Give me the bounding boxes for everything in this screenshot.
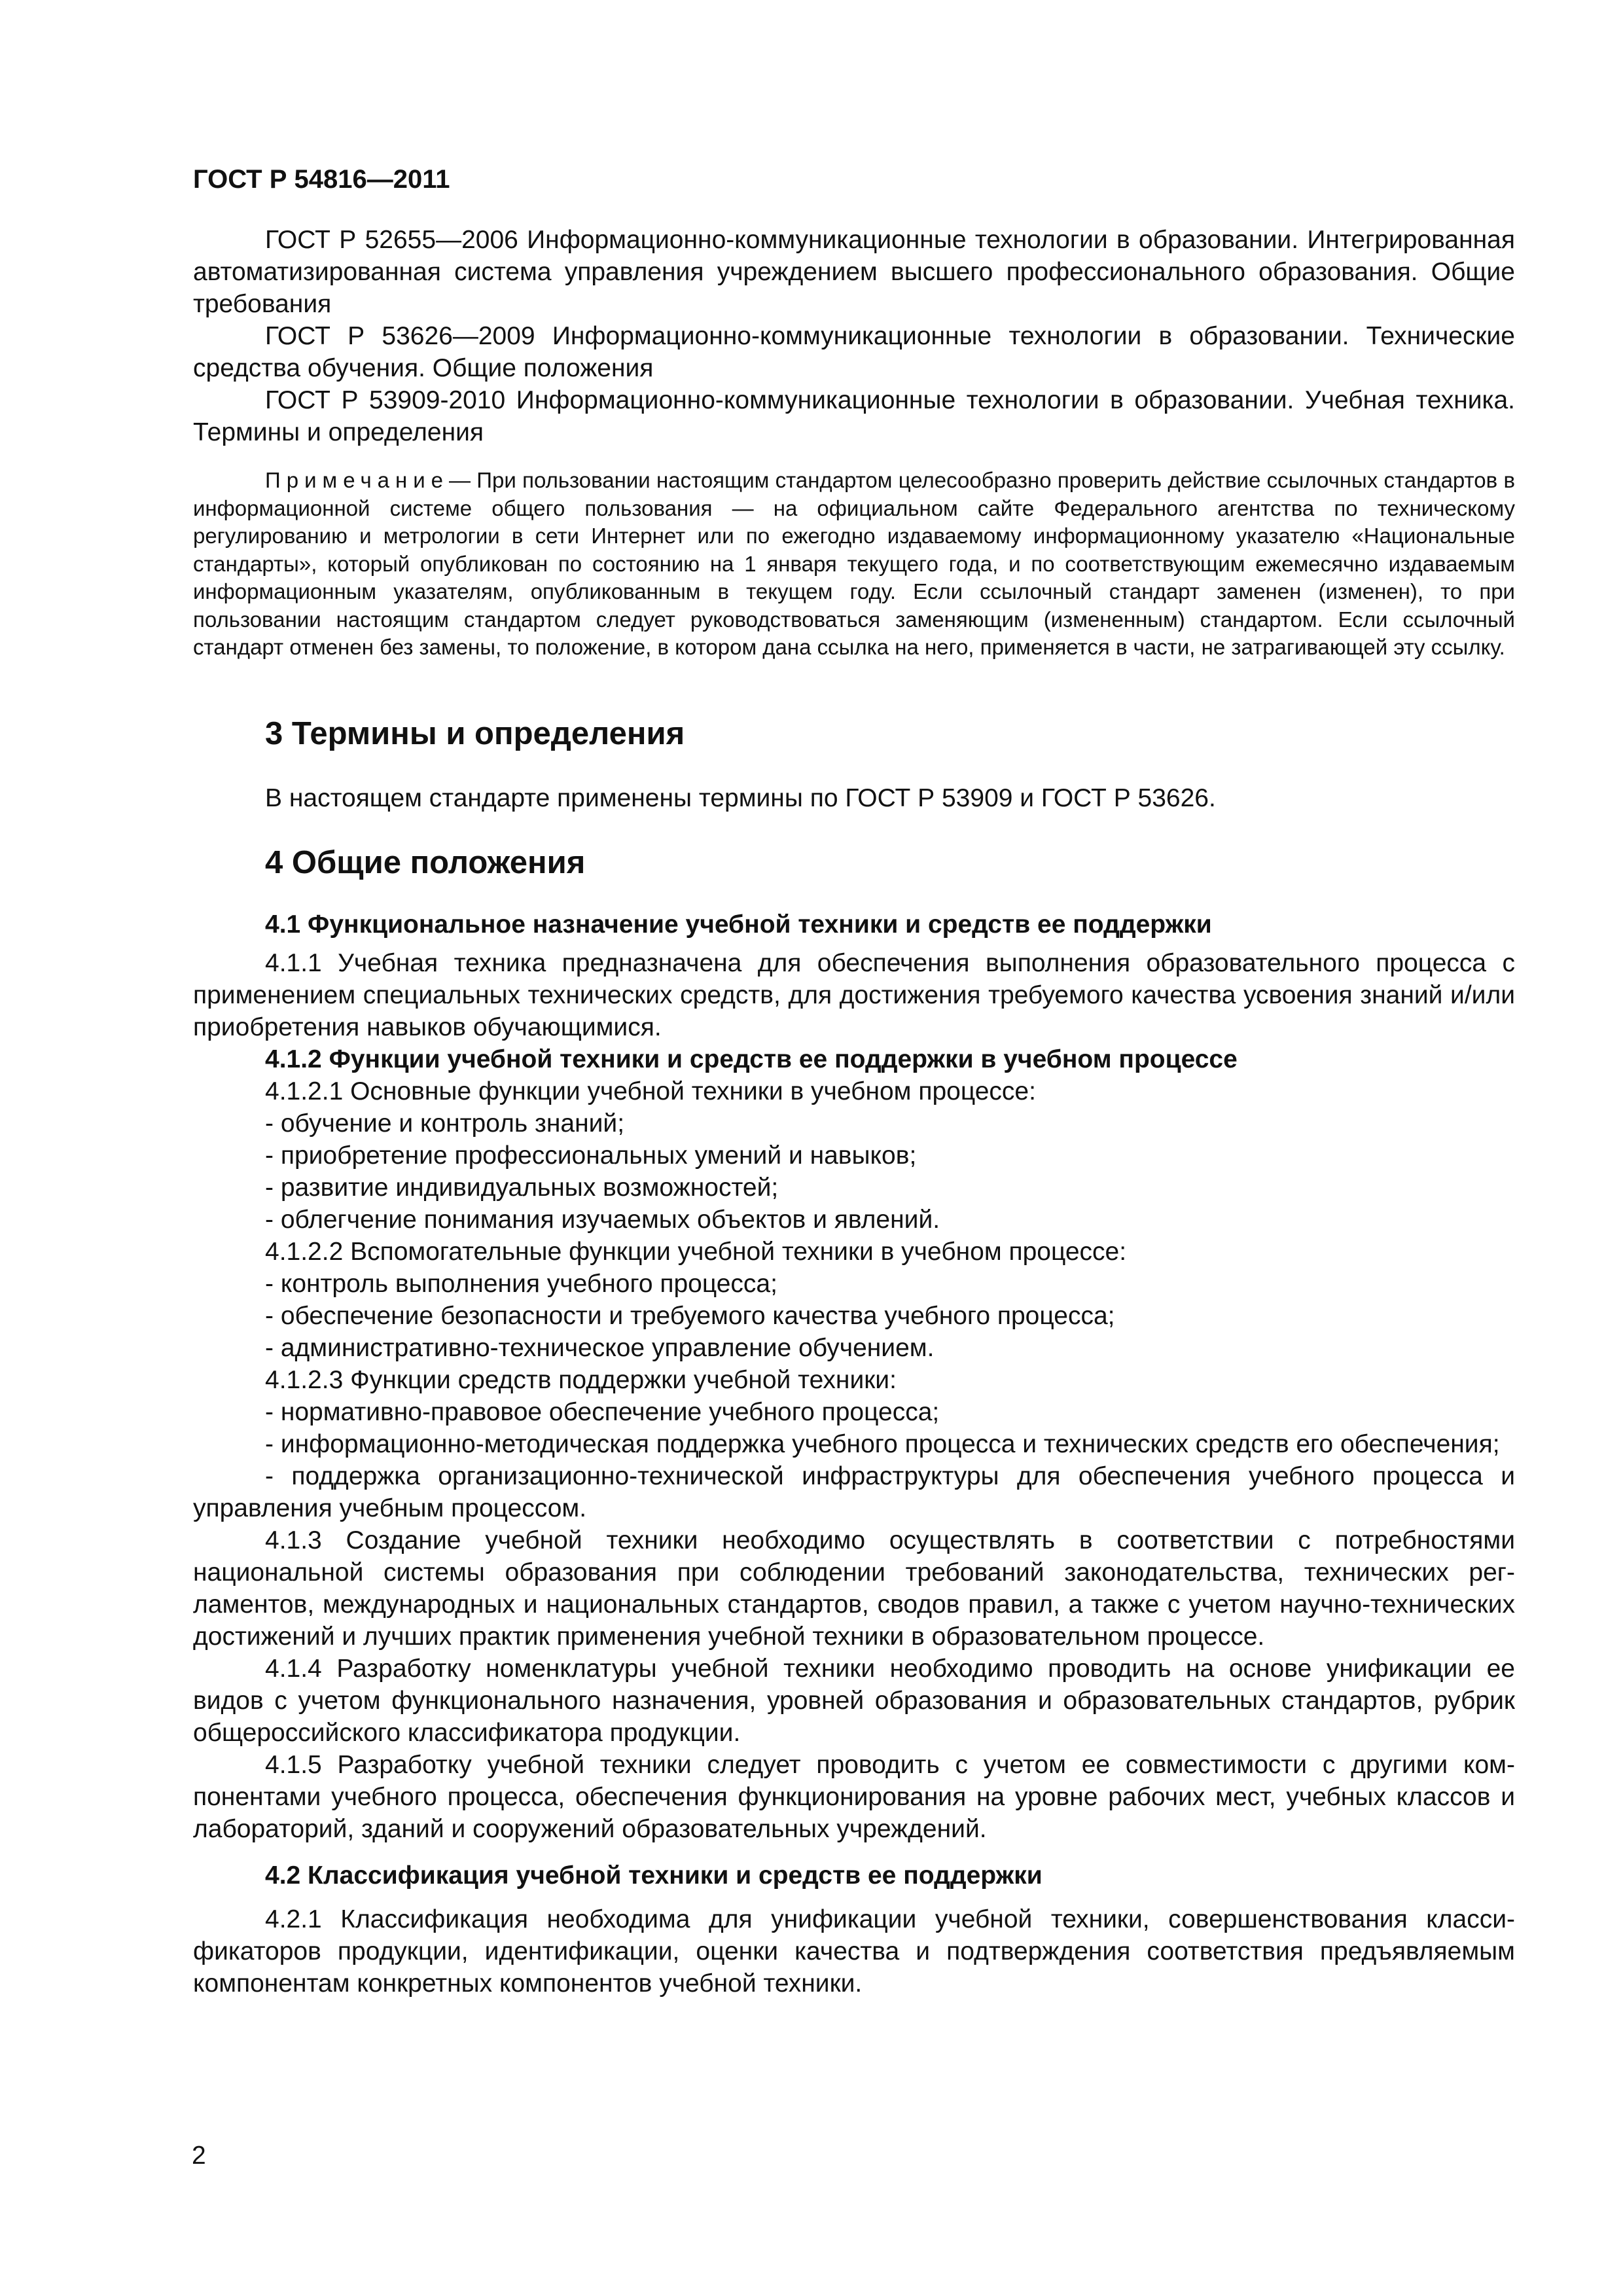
list-item: - облегчение понимания изучаемых объектов и явлений. xyxy=(265,1205,940,1234)
reference-item: ГОСТ Р 52655—2006 Информационно-коммуникационные технологии в образовании. Интегрированная автоматизированная система управления учреждением высшего профессионального образования. Общие требования xyxy=(193,226,1515,318)
subsection-4-1-heading: 4.1 Функциональное назначение учебной техники и средств ее поддержки xyxy=(265,910,1212,939)
list-item: - приобретение профессиональных умений и навыков; xyxy=(265,1141,917,1170)
note-paragraph xyxy=(193,467,1515,662)
reference-item: ГОСТ Р 53909-2010 Информационно-коммуникационные технологии в образовании. Учебная техника. Термины и определения xyxy=(193,386,1515,446)
note-text: — При пользовании настоящим стандартом целесообразно проверить действие ссылочных стандартов в информационной системе общего пользования — на официальном сайте Федерального агентства по техническому регулированию и метрологии в сети Интернет или по ежегодно издаваемому информационному указателю «Национальные стандарты», который опубликован по состоянию на 1 января текущего года, и по соответствующим ежемесячно издаваемым информационным указателям, опубликованным в текущем году. Если ссылочный стандарт заменен (изменен), то при пользовании настоящим стандартом следует руководствоваться заменяющим (измененным) стандартом. Если ссылочный стандарт отменен без замены, то положение, в котором дана ссылка на него, применяется в части, не затрагивающей эту ссылку. xyxy=(193,468,1515,659)
page-number: 2 xyxy=(192,2142,206,2170)
clause-4-1-2-3: 4.1.2.3 Функции средств поддержки учебной техники: xyxy=(265,1365,897,1394)
clause-4-1-5: 4.1.5 Разработку учебной техники следует проводить с учетом ее совместимости с другими компонентами учебного процесса, обеспечения функционирования на уровне рабочих мест, учебных классов и лабораторий, зданий и сооружений образовательных учреждений. xyxy=(193,1750,1515,1843)
list-item: - обеспечение безопасности и требуемого качества учебного процесса; xyxy=(265,1301,1115,1330)
clause-4-1-1: 4.1.1 Учебная техника предназначена для обеспечения выполнения образовательного процесса с применением специальных технических средств, для достижения требуемого качества усвоения знаний и/или приобретения навыков обучающимися. xyxy=(193,948,1515,1041)
list-item: - контроль выполнения учебного процесса; xyxy=(265,1269,777,1298)
list-item: - развитие индивидуальных возможностей; xyxy=(265,1173,779,1202)
list-item: - административно-техническое управление обучением. xyxy=(265,1333,935,1362)
section-3-heading: 3 Термины и определения xyxy=(265,715,685,751)
list-item: - поддержка организационно-технической инфраструктуры для обеспечения учебного процесса и управления учебным процессом. xyxy=(193,1462,1515,1522)
clause-4-2-1: 4.2.1 Классификация необходима для унификации учебной техники, совершенствования классификаторов продукции, идентификации, оценки качества и подтверждения соответствия предъявляемым компонентам конкретных компонентов учебной техники. xyxy=(193,1905,1515,1998)
clause-4-1-2-1: 4.1.2.1 Основные функции учебной техники в учебном процессе: xyxy=(265,1077,1036,1105)
clause-4-1-3: 4.1.3 Создание учебной техники необходимо осуществлять в соответствии с потребностями национальной системы образования при соблюдении требований законодательства, технических регламентов, международных и национальных стандартов, сводов правил, а также с учетом научно-технических достижений и лучших практик применения учебной техники в образовательном процессе. xyxy=(193,1526,1515,1651)
subsection-4-2-heading: 4.2 Классификация учебной техники и средств ее поддержки xyxy=(265,1861,1043,1890)
document-code: ГОСТ Р 54816—2011 xyxy=(193,165,450,194)
subsection-4-1-2-heading: 4.1.2 Функции учебной техники и средств ее поддержки в учебном процессе xyxy=(265,1045,1238,1073)
list-item: - информационно-методическая поддержка учебного процесса и технических средств его обеспечения; xyxy=(265,1429,1500,1458)
list-item: - нормативно-правовое обеспечение учебного процесса; xyxy=(265,1397,940,1426)
clause-4-1-4: 4.1.4 Разработку номенклатуры учебной техники необходимо проводить на основе унификации ее видов с учетом функционального назначения, уровней образования и образовательных стандартов, рубрик общероссийского классификатора продукции. xyxy=(193,1654,1515,1747)
note-label: Примечание xyxy=(265,468,450,492)
reference-item: ГОСТ Р 53626—2009 Информационно-коммуникационные технологии в образовании. Технические средства обучения. Общие положения xyxy=(193,322,1515,382)
document-page xyxy=(193,164,1515,2000)
list-item: - обучение и контроль знаний; xyxy=(265,1109,625,1138)
clause-4-1-2-2: 4.1.2.2 Вспомогательные функции учебной техники в учебном процессе: xyxy=(265,1237,1127,1266)
section-3-text: В настоящем стандарте применены термины по ГОСТ Р 53909 и ГОСТ Р 53626. xyxy=(265,783,1216,812)
section-4-heading: 4 Общие положения xyxy=(265,844,586,880)
